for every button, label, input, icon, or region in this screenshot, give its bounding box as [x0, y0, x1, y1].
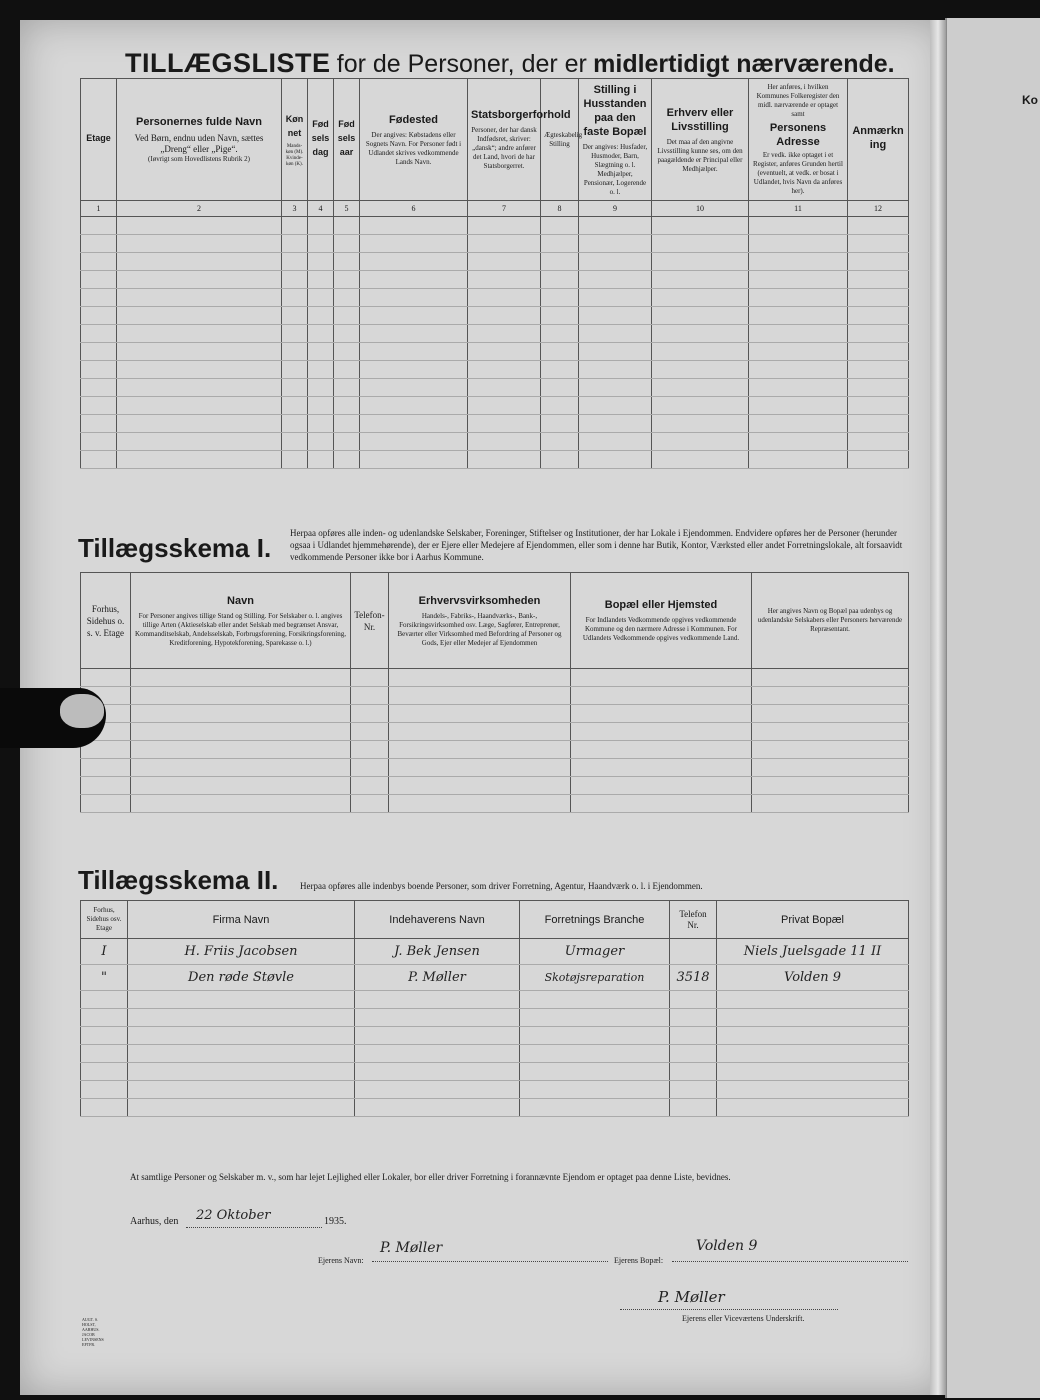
table-row[interactable]: [81, 965, 909, 991]
skema1-title: Tillægsskema I.: [78, 533, 272, 563]
col-marital: Ægteskabelig Stilling: [541, 79, 579, 201]
year: 1935.: [324, 1216, 347, 1227]
col-address: Her anføres, i hvilken Kommunes Folkeregister den midl. nærværende er optaget samt Personens Adresse Er vedk. ikke optaget i et Register, anføres Grunden hertil (eventuelt, at vedk. er bosat i Udlandet, hvis Navn da anføres her).: [749, 79, 848, 201]
s1-col-business: Erhvervsvirksomheden Handels-, Fabriks-, Haandværks-, Bank-, Forsikringsvirksomhed osv. Læge, Sagfører, Entreprenør, Beværter eller Virksomhed med Befordring af Personer og Gods, Ejer eller Medejer af Ejendommen: [389, 573, 571, 669]
owner-address-field[interactable]: [672, 1238, 908, 1262]
s1-col-domicile: Bopæl eller Hjemsted For Indlandets Vedkommende opgives vedkommende Kommune og den nærmere Adresse i Kommunen. For Udlandets Vedkommende opgives vedkommende Land.: [571, 573, 752, 669]
s1-col-representative: Her angives Navn og Bopæl paa udenbys og udenlandske Selskabers eller Personers herværende Repræsentant.: [752, 573, 909, 669]
owner-name-label: Ejerens Navn:: [318, 1256, 364, 1265]
page-title: [125, 48, 895, 79]
signature: P. Møller: [658, 1288, 725, 1306]
s2-col-etage: Forhus, Sidehus osv. Etage: [81, 901, 128, 939]
signature-label: Ejerens eller Viceværtens Underskrift.: [682, 1314, 805, 1323]
date-field[interactable]: [186, 1208, 322, 1228]
skema1-table: [80, 572, 909, 813]
certification-text: At samtlige Personer og Selskaber m. v., som har lejet Lejlighed eller Lokaler, bor eller driver Forretning i forannævnte Ejendom er optaget paa denne Liste, bevidnes.: [130, 1172, 731, 1182]
list-table: [80, 78, 909, 469]
row2-firma[interactable]: Den røde Støvle: [128, 965, 355, 991]
owner-name: P. Møller: [380, 1240, 443, 1256]
title-main: TILLÆGSLISTE: [125, 48, 331, 78]
skema2-body[interactable]: [81, 939, 909, 1117]
s2-col-branch: Forretnings Branche: [520, 901, 670, 939]
date-hand: 22 Oktober: [196, 1208, 271, 1223]
col-name: Personernes fulde Navn Ved Børn, endnu uden Navn, sættes „Dreng“ eller „Pige“. (Iøvrigt som Hovedlistens Rubrik 2): [117, 79, 282, 201]
col-household: Stilling i Husstanden paa den faste Bopæl Der angives: Husfader, Husmoder, Barn, Slægtning o. l. Medhjælper, Pensionær, Logerende o. l.: [579, 79, 652, 201]
row2-etage[interactable]: ": [81, 965, 128, 991]
title-end: midlertidigt nærværende.: [593, 50, 895, 78]
s1-col-phone: Telefon-Nr.: [351, 573, 389, 669]
signature-field[interactable]: [620, 1288, 838, 1310]
city-label: Aarhus, den: [130, 1216, 179, 1227]
list-table-header: [81, 79, 909, 201]
s1-col-name: Navn For Personer angives tillige Stand og Stilling. For Selskaber o. l. angives tillige Arten (Aktieselskab eller andet Selskab med begrænset Ansvar, Kommanditselskab, Andelsselskab, Forbrugsforening, Forsikringsforening, Kreditforening, Hypotekforening, Sparekasse o. l.): [131, 573, 351, 669]
skema2-description: Herpaa opføres alle indenbys boende Personer, som driver Forretning, Agentur, Haandværk o. l. i Ejendommen.: [300, 881, 703, 891]
printer-imprint: AUGT. S. HOLST, AARHUS. JACOB LEVINSENS EFTFR.: [82, 1317, 104, 1347]
skema1-body[interactable]: [81, 669, 909, 813]
s2-col-phone: Telefon Nr.: [670, 901, 717, 939]
skema1-header: [81, 573, 909, 669]
s2-col-home: Privat Bopæl: [717, 901, 909, 939]
thumb-holding-page: [0, 688, 106, 748]
row2-indehaver[interactable]: P. Møller: [355, 965, 520, 991]
row2-telefon[interactable]: 3518: [670, 965, 717, 991]
row1-bopael[interactable]: Niels Juelsgade 11 II: [717, 939, 909, 965]
adjacent-page: [945, 18, 1040, 1398]
table-row[interactable]: [81, 939, 909, 965]
skema2-title: Tillægsskema II.: [78, 865, 279, 895]
col-remark: Anmærkning: [848, 79, 909, 201]
col-birthyear: Fødselsaar: [334, 79, 360, 201]
col-citizenship: Statsborgerforhold Personer, der har dansk Indfødsret, skriver: „dansk“; andre anfører det Land, hvori de har Statsborgerret.: [468, 79, 541, 201]
s2-col-owner: Indehaverens Navn: [355, 901, 520, 939]
row2-bopael[interactable]: Volden 9: [717, 965, 909, 991]
row1-etage[interactable]: I: [81, 939, 128, 965]
skema1-description: Herpaa opføres alle inden- og udenlandske Selskaber, Foreninger, Stiftelser og Institutioner, der har Lokale i Ejendommen. Endvidere opføres her de Personer (herunder ogsaa i Udlandet hjemmehørende), der er Ejere eller Medejere af Ejendommen, eller som i denne har Butik, Kontor, Værksted eller andet Forretningslokale, alt forsaavidt vedkommende Personer ikke bor i Aarhus Kommune.: [290, 528, 903, 562]
row1-telefon[interactable]: [670, 939, 717, 965]
row1-indehaver[interactable]: J. Bek Jensen: [355, 939, 520, 965]
adjacent-page-fragment: Ko: [1022, 93, 1038, 107]
owner-name-field[interactable]: [372, 1240, 608, 1262]
owner-address: Volden 9: [696, 1238, 758, 1254]
s1-col-etage: Forhus, Sidehus o. s. v. Etage: [81, 573, 131, 669]
col-birthplace: Fødested Der angives: Købstadens eller Sognets Navn. For Personer født i Udlandet skrives vedkommende Lands Navn.: [360, 79, 468, 201]
list-col-numbers: 1 2 3 4 5 6 7 8 9 10 11 12: [81, 201, 909, 217]
owner-address-label: Ejerens Bopæl:: [614, 1256, 664, 1265]
col-etage: Etage: [81, 79, 117, 201]
col-occupation: Erhverv eller Livsstilling Det maa af den angivne Livsstilling kunne ses, om den paagældende er Principal eller Medhjælper.: [652, 79, 749, 201]
title-middle: for de Personer, der er: [336, 50, 587, 78]
row1-branche[interactable]: Urmager: [520, 939, 670, 965]
page-edge: [930, 20, 946, 1395]
list-body[interactable]: [81, 217, 909, 469]
s2-col-firm: Firma Navn: [128, 901, 355, 939]
col-gender: Kønnet Mands-køn (M). Kvinde-køn (K).: [282, 79, 308, 201]
row1-firma[interactable]: H. Friis Jacobsen: [128, 939, 355, 965]
skema2-header: [81, 901, 909, 939]
row2-branche[interactable]: Skotøjsreparation: [520, 965, 670, 991]
col-birthday: Fødselsdag: [308, 79, 334, 201]
skema2-table: [80, 900, 909, 1117]
